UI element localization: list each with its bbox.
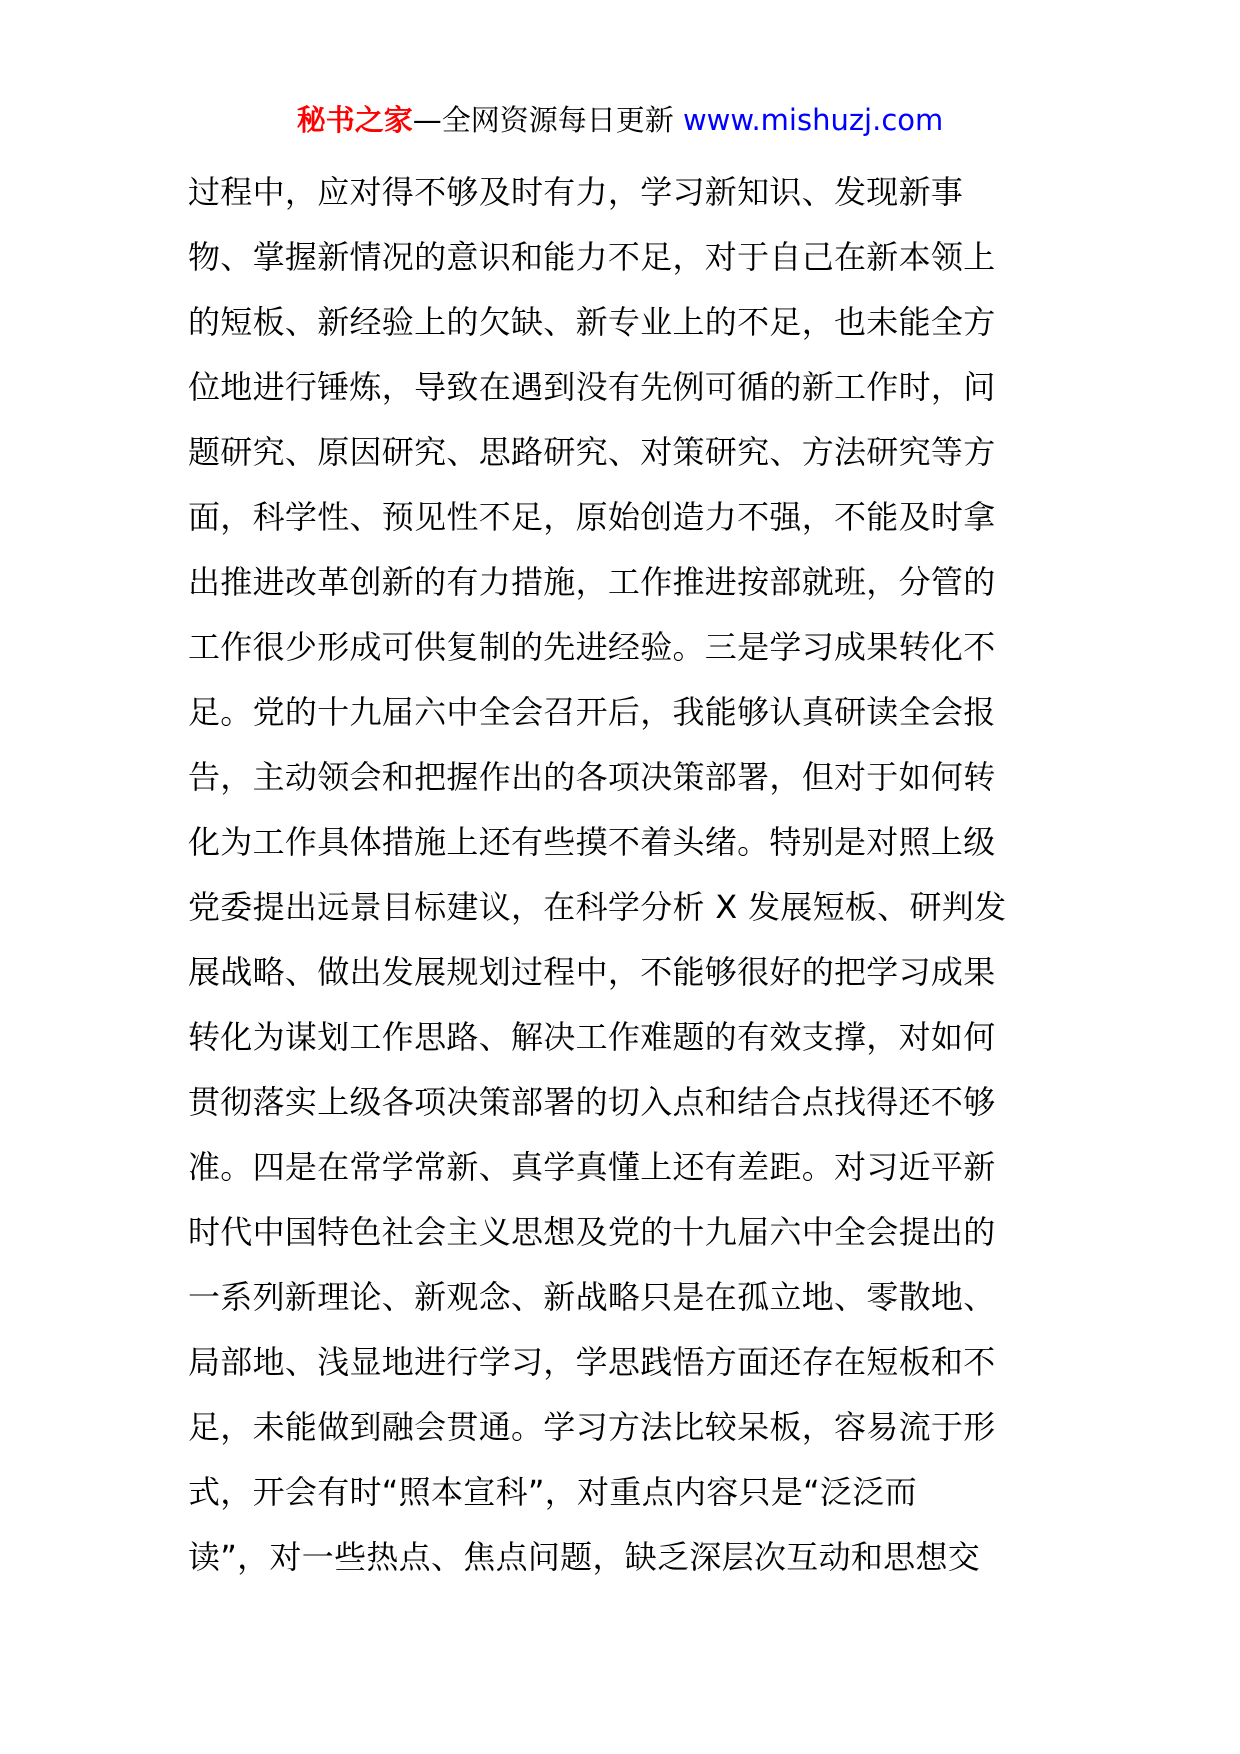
site-url: www.mishuzj.com xyxy=(682,103,944,137)
text-line: 出推进改革创新的有力措施，工作推进按部就班，分管的 xyxy=(188,563,996,601)
text-line: 题研究、原因研究、思路研究、对策研究、方法研究等方 xyxy=(188,433,996,471)
text-line: 物、掌握新情况的意识和能力不足，对于自己在新本领上 xyxy=(188,238,996,276)
text-line: 贯彻落实上级各项决策部署的切入点和结合点找得还不够 xyxy=(188,1083,996,1121)
text-line: 的短板、新经验上的欠缺、新专业上的不足，也未能全方 xyxy=(188,303,996,341)
text-line: 过程中，应对得不够及时有力，学习新知识、发现新事 xyxy=(188,173,964,211)
text-line: 位地进行锤炼，导致在遇到没有先例可循的新工作时，问 xyxy=(188,368,996,406)
header-tagline: —全网资源每日更新 xyxy=(412,103,683,137)
text-line: 展战略、做出发展规划过程中，不能够很好的把学习成果 xyxy=(188,953,996,991)
text-line: 面，科学性、预见性不足，原始创造力不强，不能及时拿 xyxy=(188,498,996,536)
text-line: 式，开会有时“照本宣科”，对重点内容只是“泛泛而 xyxy=(188,1473,917,1511)
text-line: 党委提出远景目标建议，在科学分析 X 发展短板、研判发 xyxy=(188,888,1007,926)
text-line: 准。四是在常学常新、真学真懂上还有差距。对习近平新 xyxy=(188,1148,996,1186)
text-line: 工作很少形成可供复制的先进经验。三是学习成果转化不 xyxy=(188,628,996,666)
brand-name: 秘书之家 xyxy=(296,103,413,137)
text-line: 化为工作具体措施上还有些摸不着头绪。特别是对照上级 xyxy=(188,823,996,861)
text-line: 局部地、浅显地进行学习，学思践悟方面还存在短板和不 xyxy=(188,1343,996,1381)
body-text xyxy=(188,160,1068,1590)
text-line: 告，主动领会和把握作出的各项决策部署，但对于如何转 xyxy=(188,758,996,796)
text-line: 足，未能做到融会贯通。学习方法比较呆板，容易流于形 xyxy=(188,1408,996,1446)
text-line: 足。党的十九届六中全会召开后，我能够认真研读全会报 xyxy=(188,693,996,731)
text-line: 转化为谋划工作思路、解决工作难题的有效支撑，对如何 xyxy=(188,1018,996,1056)
text-line: 读”，对一些热点、焦点问题，缺乏深层次互动和思想交 xyxy=(188,1538,981,1576)
text-line: 时代中国特色社会主义思想及党的十九届六中全会提出的 xyxy=(188,1213,996,1251)
text-line: 一系列新理论、新观念、新战略只是在孤立地、零散地、 xyxy=(188,1278,996,1316)
page-header xyxy=(0,100,1240,140)
